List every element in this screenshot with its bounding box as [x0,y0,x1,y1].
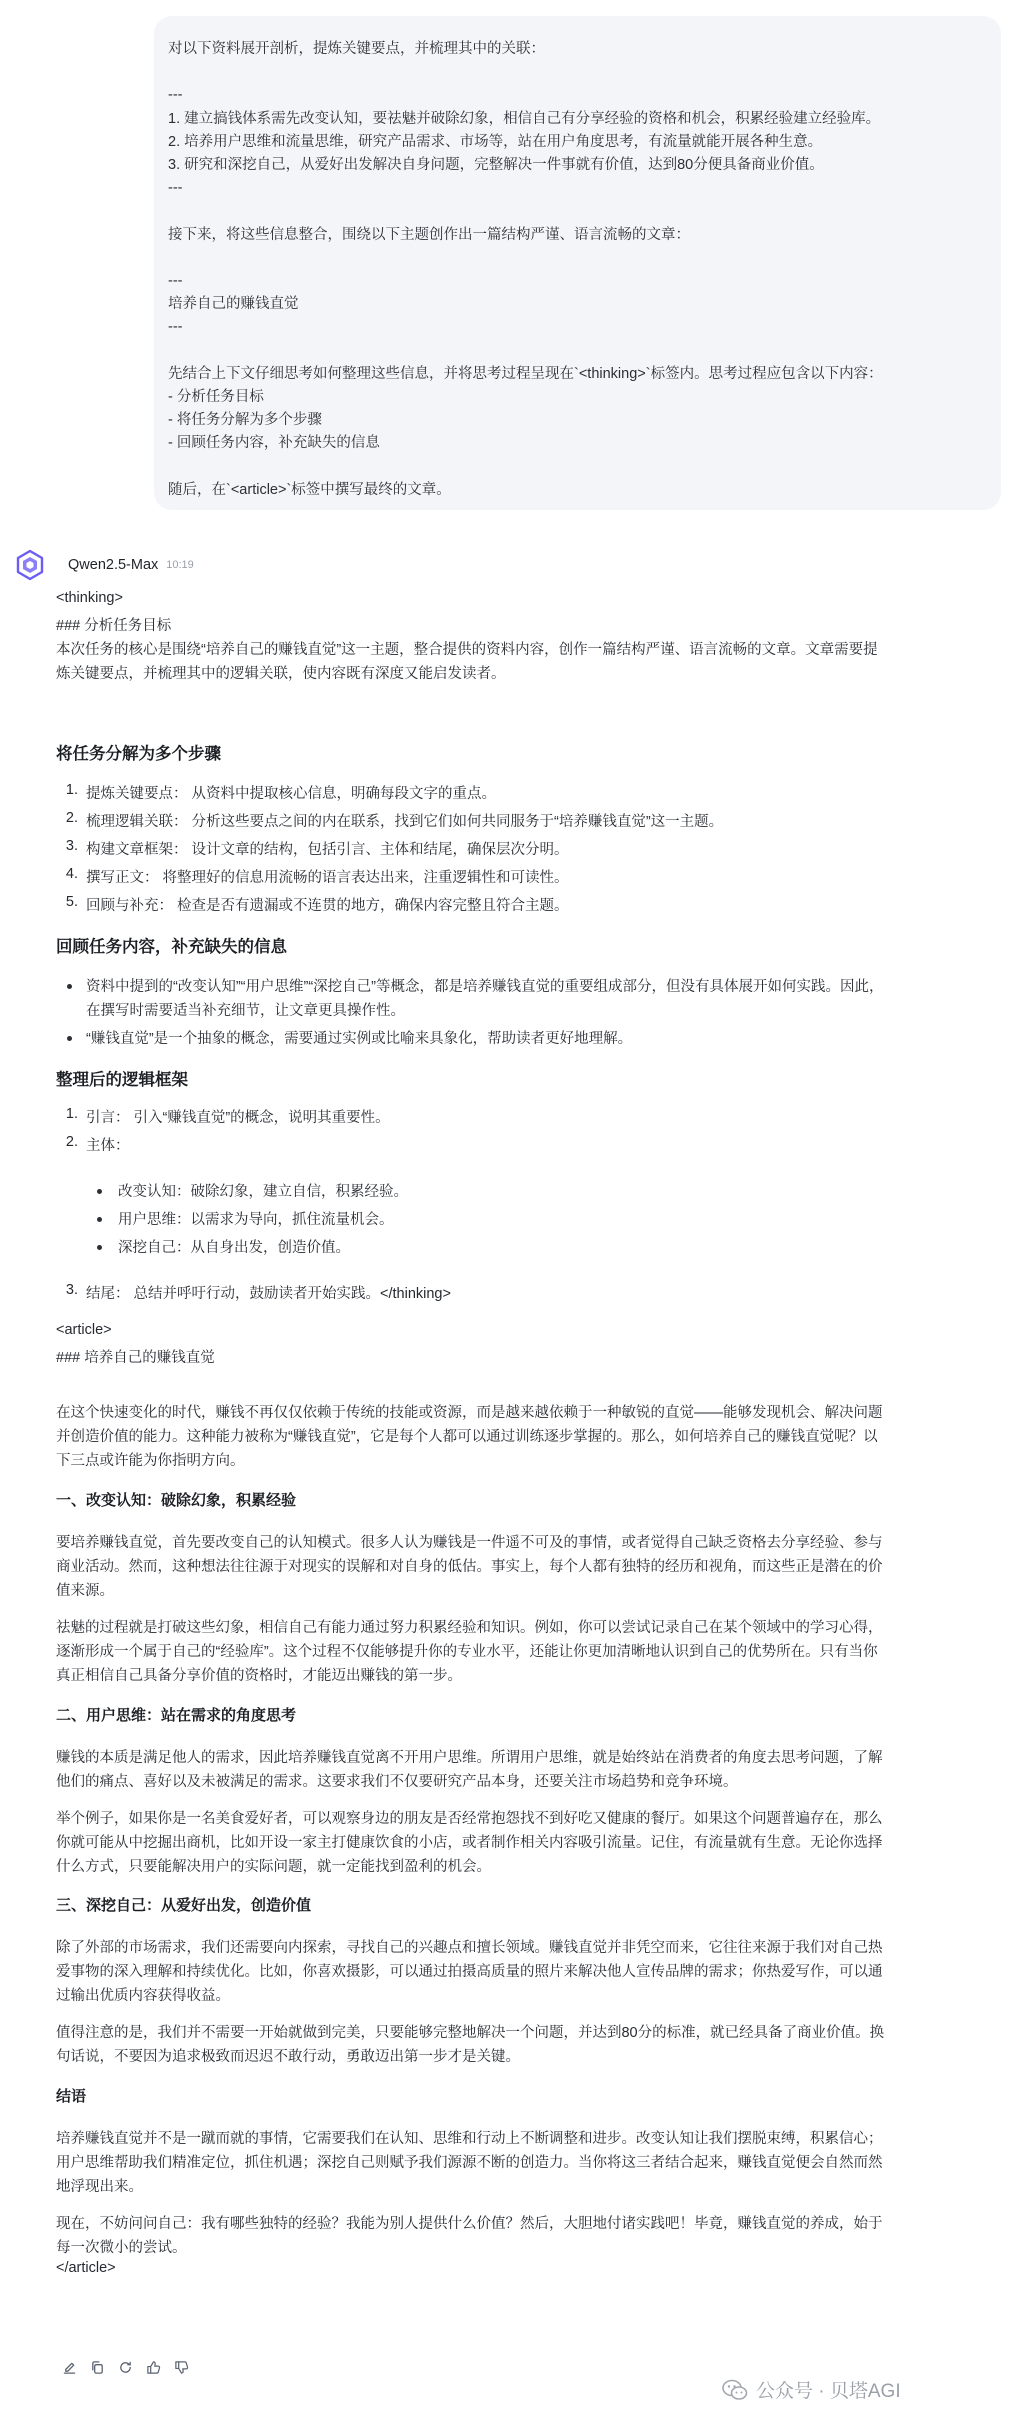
paragraph-line: 培养赚钱直觉并不是一蹴而就的事情，它需要我们在认知、思维和行动上不断调整和进步。改变认知让我们摆脱束缚，积累信心； [56,2131,883,2147]
goal-line: 本次任务的核心是围绕“培养自己的赚钱直觉”这一主题，整合提供的资料内容，创作一篇结构严谨、语言流畅的文章。文章需要提 [56,642,878,658]
prompt-line: 2. 培养用户思维和流量思维，研究产品需求、市场等，站在用户角度思考，有流量就能开展各种生意。 [168,133,823,150]
paragraph-line: 每一次微小的尝试。 [56,2240,187,2256]
article-close-tag: </article> [56,2260,116,2276]
paragraph-line: 举个例子，如果你是一名美食爱好者，可以观察身边的朋友是否经常抱怨找不到好吃又健康的餐厅。如果这个问题普遍存在，那么 [56,1811,883,1827]
section-heading: 三、深挖自己：从爱好出发，创造价值 [56,1897,312,1914]
list-item: 梳理逻辑关联： 分析这些要点之间的内在联系，找到它们如何共同服务于“培养赚钱直觉”这一主题。 [86,814,724,830]
thumbs-down-button[interactable] [172,2358,190,2376]
list-item: 在撰写时需要适当补充细节，让文章更具操作性。 [86,1003,405,1019]
model-name: Qwen2.5-Max [68,557,159,573]
paragraph-line: 并创造价值的能力。这种能力被称为“赚钱直觉”，它是每个人都可以通过训练逐步掌握的。那么，如何培养自己的赚钱直觉呢？以 [56,1429,878,1445]
paragraph-line: 句话说，不要因为追求极致而迟迟不敢行动，勇敢迈出第一步才是关键。 [56,2049,520,2065]
article-title: ### 培养自己的赚钱直觉 [56,1350,215,1366]
list-number: 2. [65,1134,78,1150]
assistant-message-header [14,549,194,581]
list-number: 3. [65,838,78,854]
goal-line: 炼关键要点，并梳理其中的逻辑关联，使内容既有深度又能启发读者。 [56,666,506,682]
paragraph-line: 你就可能从中挖掘出商机，比如开设一家主打健康饮食的小店，或者制作相关内容吸引流量。记住，有流量就有生意。无论你选择 [56,1835,883,1851]
paragraph-line: 值得注意的是，我们并不需要一开始就做到完美，只要能够完整地解决一个问题，并达到80分的标准，就已经具备了商业价值。换 [56,2025,885,2041]
prompt-line: - 分析任务目标 [168,388,264,405]
steps-heading: 将任务分解为多个步骤 [56,745,221,763]
prompt-line: - 回顾任务内容，补充缺失的信息 [168,435,380,452]
wechat-icon [722,2378,748,2402]
list-number: 3. [65,1282,78,1298]
paragraph-line: 什么方式，只要能解决用户的实际问题，就一定能找到盈利的机会。 [56,1859,491,1875]
list-item: 撰写正文： 将整理好的信息用流畅的语言表达出来，注重逻辑性和可读性。 [86,870,569,886]
paragraph-line: 现在，不妨问问自己：我有哪些独特的经验？我能为别人提供什么价值？然后，大胆地付诸实践吧！毕竟，赚钱直觉的养成，始于 [56,2216,883,2232]
regenerate-button[interactable] [116,2358,134,2376]
paragraph-line: 爱事物的深入理解和持续优化。比如，你喜欢摄影，可以通过拍摄高质量的照片来解决他人宣传品牌的需求；你热爱写作，可以通 [56,1964,883,1980]
paragraph-line: 他们的痛点、喜好以及未被满足的需求。这要求我们不仅要研究产品本身，还要关注市场趋势和竞争环境。 [56,1774,738,1790]
list-item: 回顾与补充： 检查是否有遗漏或不连贯的地方，确保内容完整且符合主题。 [86,898,569,914]
list-number: 1. [65,1106,78,1122]
paragraph-line: 祛魅的过程就是打破这些幻象，相信自己有能力通过努力积累经验和知识。例如，你可以尝试记录自己在某个领域中的学习心得， [56,1620,883,1636]
list-item: 引言： 引入“赚钱直觉”的概念，说明其重要性。 [86,1110,390,1126]
prompt-line: --- [168,87,183,104]
paragraph-line: 过输出优质内容获得收益。 [56,1988,230,2004]
prompt-line [168,61,987,84]
prompt-line [168,247,987,270]
paragraph-line: 逐渐形成一个属于自己的“经验库”。这个过程不仅能够提升你的专业水平，还能让你更加清晰地认识到自己的优势所在。只有当你 [56,1644,878,1660]
bullet-dot [97,1217,102,1222]
list-item: 主体： [86,1138,130,1154]
paragraph-line: 用户思维帮助我们精准定位，抓住机遇；深挖自己则赋予我们源源不断的创造力。当你将这三者结合起来，赚钱直觉便会自然而然 [56,2155,883,2171]
conclusion-heading: 结语 [56,2088,87,2105]
paragraph-line: 真正相信自己具备分享价值的资格时，才能迈出赚钱的第一步。 [56,1668,462,1684]
copy-icon [90,2360,105,2375]
bullet-dot [67,1036,72,1041]
prompt-line: 接下来，将这些信息整合，围绕以下主题创作出一篇结构严谨、语言流畅的文章： [168,226,690,243]
prompt-line: --- [168,180,183,197]
prompt-line: - 将任务分解为多个步骤 [168,412,322,428]
paragraph-line: 在这个快速变化的时代，赚钱不再仅仅依赖于传统的技能或资源，而是越来越依赖于一种敏锐的直觉——能够发现机会、解决问题 [56,1405,883,1421]
section-heading: 二、用户思维：站在需求的角度思考 [56,1707,297,1724]
goal-heading: ### 分析任务目标 [56,618,172,634]
prompt-line [168,455,987,478]
section-heading: 一、改变认知：破除幻象，积累经验 [56,1492,297,1509]
thinking-open-tag: <thinking> [56,590,123,606]
list-item: 构建文章框架： 设计文章的结构，包括引言、主体和结尾，确保层次分明。 [86,842,569,858]
paragraph-line: 地浮现出来。 [56,2179,143,2195]
prompt-line: 培养自己的赚钱直觉 [168,296,299,313]
list-number: 4. [65,866,78,882]
framework-heading: 整理后的逻辑框架 [56,1071,188,1089]
edit-icon [62,2360,77,2375]
prompt-line [168,339,987,362]
paragraph-line: 商业活动。然而，这种想法往往源于对现实的误解和对自身的低估。事实上，每个人都有独特的经历和视角，而这些正是潜在的价 [56,1559,883,1575]
paragraph-line: 赚钱的本质是满足他人的需求，因此培养赚钱直觉离不开用户思维。所谓用户思维，就是始终站在消费者的角度去思考问题，了解 [56,1750,883,1766]
list-number: 1. [65,782,78,798]
paragraph-line: 下三点或许能为你指明方向。 [56,1453,245,1469]
review-heading: 回顾任务内容，补充缺失的信息 [56,938,287,956]
list-item: 资料中提到的“改变认知”“用户思维”“深挖自己”等概念，都是培养赚钱直觉的重要组成部分，但没有具体展开如何实践。因此， [86,979,884,995]
prompt-line [168,200,987,223]
copy-button[interactable] [88,2358,106,2376]
user-prompt-bubble [154,16,1001,510]
edit-button[interactable] [60,2358,78,2376]
paragraph-line: 要培养赚钱直觉，首先要改变自己的认知模式。很多人认为赚钱是一件遥不可及的事情，或者觉得自己缺乏资格去分享经验、参与 [56,1535,883,1551]
wechat-watermark [722,2376,901,2403]
list-item: 深挖自己：从自身出发，创造价值。 [118,1240,350,1256]
list-number: 2. [65,810,78,826]
prompt-line: 随后，在`<article>`标签中撰写最终的文章。 [168,481,451,498]
regenerate-icon [118,2360,133,2375]
prompt-line: 先结合上下文仔细思考如何整理这些信息，并将思考过程呈现在`<thinking>`标签内。思考过程应包含以下内容： [168,365,883,382]
message-timestamp: 10:19 [166,559,194,571]
list-item: 改变认知：破除幻象，建立自信，积累经验。 [118,1184,408,1200]
bullet-dot [97,1245,102,1250]
watermark-text: 公众号 · 贝塔AGI [756,2381,901,2402]
list-item: 结尾： 总结并呼吁行动，鼓励读者开始实践。</thinking> [86,1286,451,1302]
message-action-bar [60,2358,190,2376]
list-item: 提炼关键要点： 从资料中提取核心信息，明确每段文字的重点。 [86,786,497,802]
bullet-dot [67,984,72,989]
prompt-line: 对以下资料展开剖析，提炼关键要点，并梳理其中的关联： [168,41,545,57]
prompt-line: --- [168,319,183,336]
list-item: “赚钱直觉”是一个抽象的概念，需要通过实例或比喻来具象化，帮助读者更好地理解。 [86,1031,633,1047]
prompt-line: 3. 研究和深挖自己，从爱好出发解决自身问题，完整解决一件事就有价值，达到80分便具备商业价值。 [168,156,824,173]
qwen-logo-icon [14,549,46,581]
list-number: 5. [65,894,78,910]
thumbs-down-icon [174,2360,189,2375]
bullet-dot [97,1189,102,1194]
thumbs-up-icon [146,2360,161,2375]
prompt-line: 1. 建立搞钱体系需先改变认知，要祛魅并破除幻象，相信自己有分享经验的资格和机会，积累经验建立经验库。 [168,110,881,127]
article-open-tag: <article> [56,1322,112,1338]
list-item: 用户思维：以需求为导向，抓住流量机会。 [118,1212,394,1228]
prompt-line: --- [168,272,183,289]
thumbs-up-button[interactable] [144,2358,162,2376]
paragraph-line: 除了外部的市场需求，我们还需要向内探索，寻找自己的兴趣点和擅长领域。赚钱直觉并非凭空而来，它往往来源于我们对自己热 [56,1940,883,1956]
paragraph-line: 值来源。 [56,1583,114,1599]
